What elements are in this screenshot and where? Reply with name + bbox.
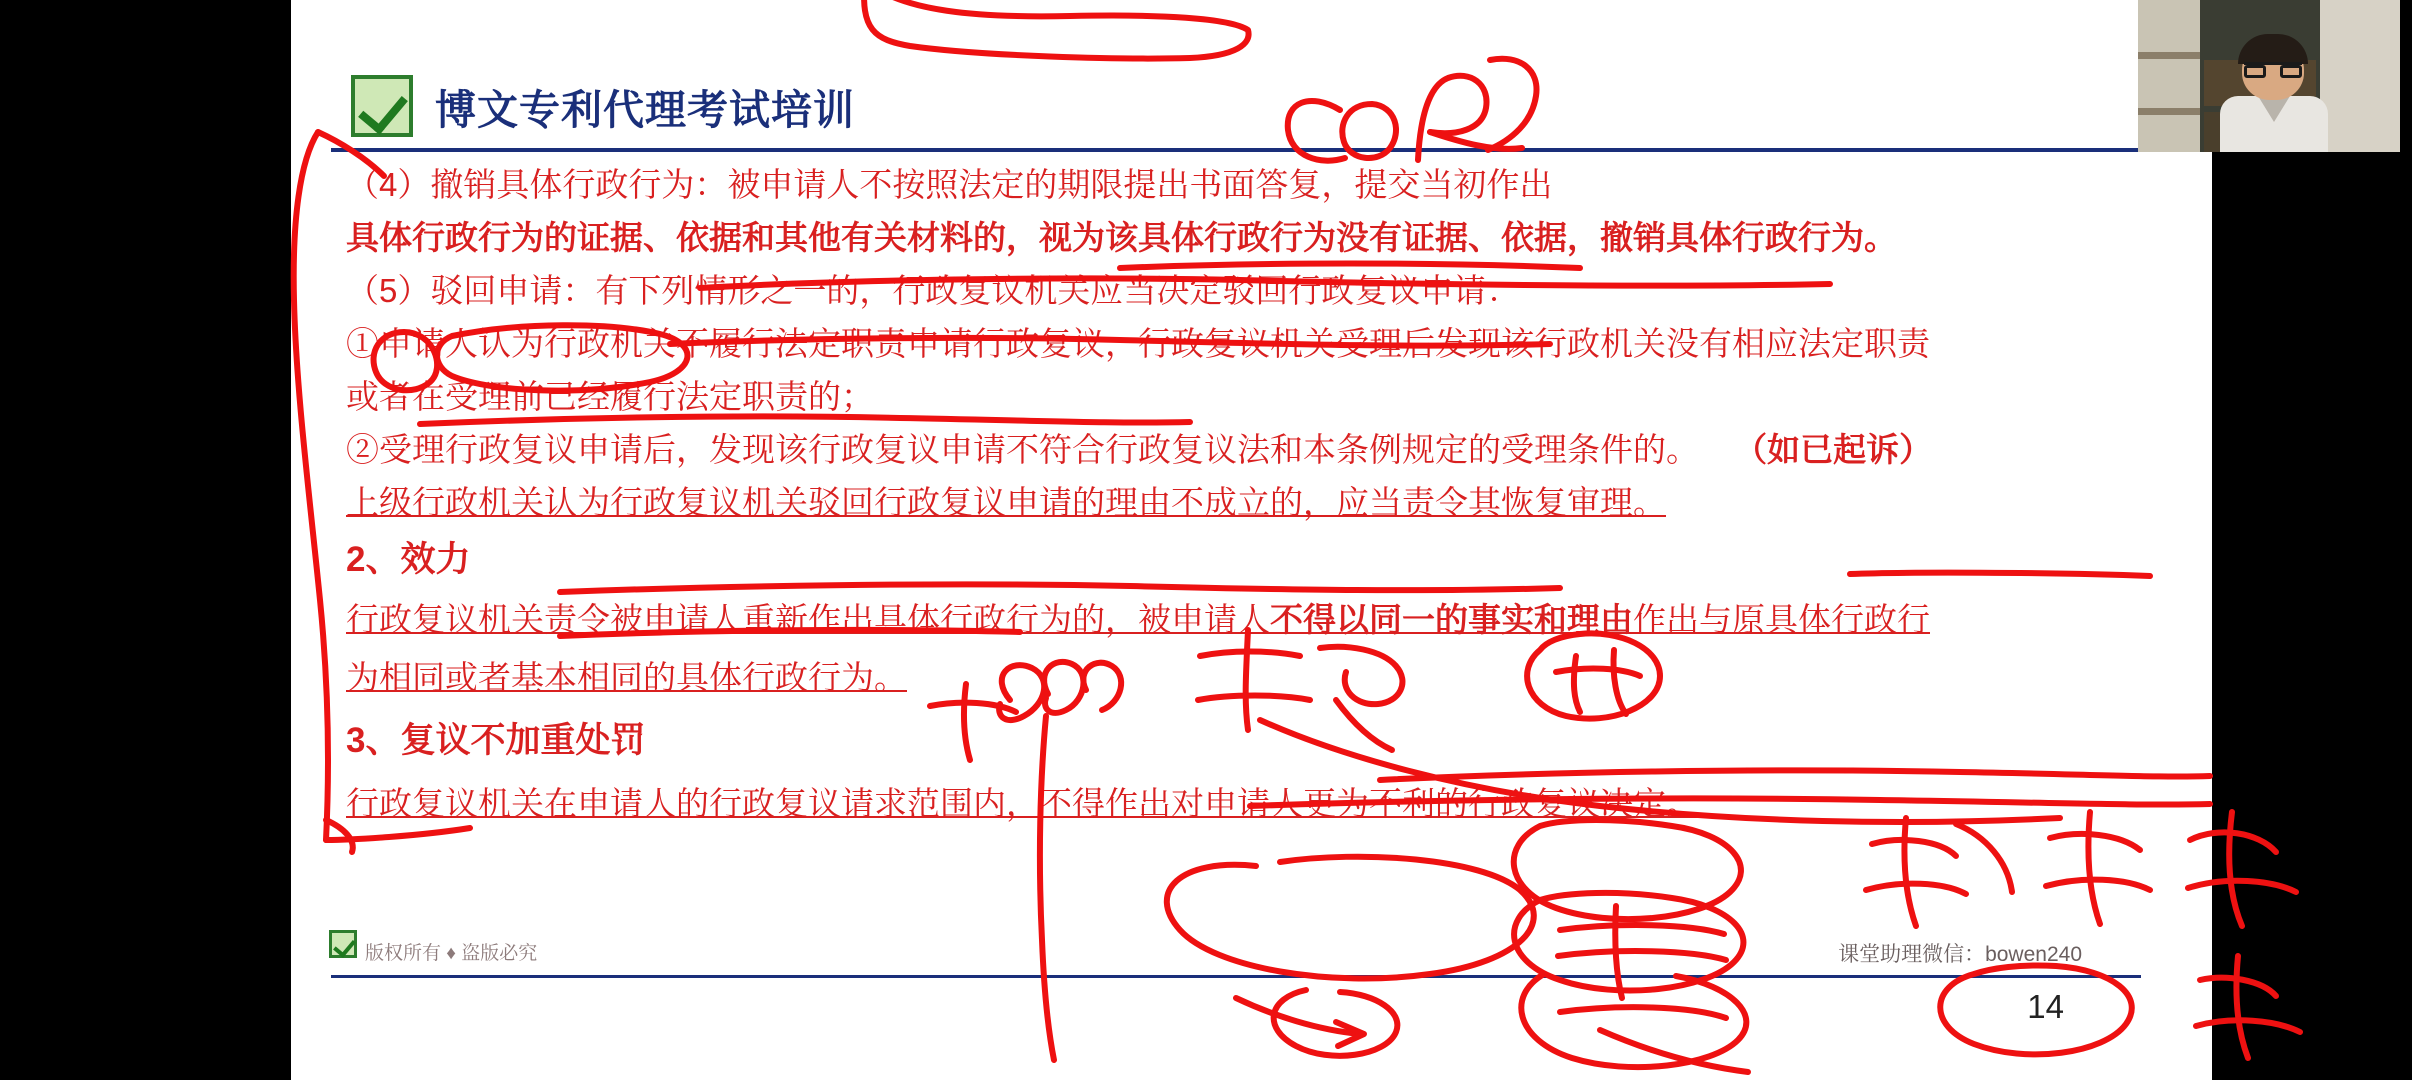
text-line <box>346 476 2176 529</box>
presentation-slide <box>291 0 2212 1080</box>
ink-pagenum-char2 <box>2236 956 2248 1058</box>
text-line <box>346 264 2176 317</box>
slide-body <box>346 158 2176 833</box>
text-line <box>346 370 2176 423</box>
text-line-content: 为相同或者基本相同的具体行政行为。 <box>346 659 907 696</box>
text-line-content: （5）驳回申请：有下列情形之一的，行政复议机关应当决定驳回行政复议申请： <box>346 272 1520 309</box>
webcam-bg-shelf <box>2138 52 2200 59</box>
webcam-bg-window <box>2320 0 2400 152</box>
text-line-content: 行政复议机关责令被申请人重新作出具体行政行为的，被申请人 <box>346 601 1270 638</box>
text-annotation-inline: （如已起诉） <box>1734 431 1933 468</box>
text-line <box>346 423 2176 476</box>
text-line <box>346 649 2176 707</box>
text-line-content: ②受理行政复议申请后，发现该行政复议申请不符合行政复议法和本条例规定的受理条件的。 <box>346 431 1699 468</box>
text-heading-content: 2、效力 <box>346 540 471 579</box>
presenter-webcam-feed[interactable] <box>2138 0 2400 152</box>
copyright-notice: 版权所有 ♦ 盗版必究 <box>365 943 538 964</box>
webcam-bg-shelf <box>2138 108 2200 115</box>
text-line-content: 作出与原具体行政行 <box>1633 601 1930 638</box>
text-emphasis: 不得以同一的事实和理由 <box>1270 601 1633 638</box>
glasses-lens-left <box>2244 65 2266 78</box>
text-line <box>346 158 2176 211</box>
green-check-badge-icon <box>351 75 413 137</box>
text-line-content: 行政复议机关在申请人的行政复议请求范围内，不得作出对申请人更为不利的行政复议决定。 <box>346 785 1699 822</box>
text-heading <box>346 529 2176 591</box>
text-line <box>346 775 2176 833</box>
text-line <box>346 211 2176 264</box>
brand-bold: 博文 <box>435 86 519 133</box>
text-heading <box>346 707 2176 775</box>
brand-rest: 专利代理考试培训 <box>519 86 855 133</box>
header-divider <box>331 148 2141 152</box>
brand-header <box>351 75 855 137</box>
text-line-content: （4）撤销具体行政行为：被申请人不按照法定的期限提出书面答复，提交当初作出 <box>346 166 1553 203</box>
footer-check-icon <box>329 930 357 958</box>
page-title <box>435 77 855 136</box>
text-line-content: ①申请人认为行政机关不履行法定职责申请行政复议，行政复议机关受理后发现该行政机关没有相应法定职责 <box>346 325 1930 362</box>
text-line-content: 具体行政行为的证据、依据和其他有关材料的，视为该具体行政行为没有证据、依据，撤销具体行政行为。 <box>346 219 1897 256</box>
text-line-content: 上级行政机关认为行政复议机关驳回行政复议申请的理由不成立的，应当责令其恢复审理。 <box>346 484 1666 521</box>
footer-divider <box>331 975 2141 978</box>
text-line-content: 或者在受理前已经履行法定职责的； <box>346 378 874 415</box>
ink-hand-char-c2 <box>2229 812 2242 926</box>
glasses-icon <box>2244 62 2302 75</box>
text-heading-content: 3、复议不加重处罚 <box>346 721 646 760</box>
page-number: 14 <box>2027 988 2064 1025</box>
text-line <box>346 317 2176 370</box>
glasses-lens-right <box>2280 65 2302 78</box>
assistant-contact: 课堂助理微信：bowen240 <box>1838 943 2082 966</box>
text-line <box>346 591 2176 649</box>
webcam-bg-wall <box>2138 0 2200 152</box>
